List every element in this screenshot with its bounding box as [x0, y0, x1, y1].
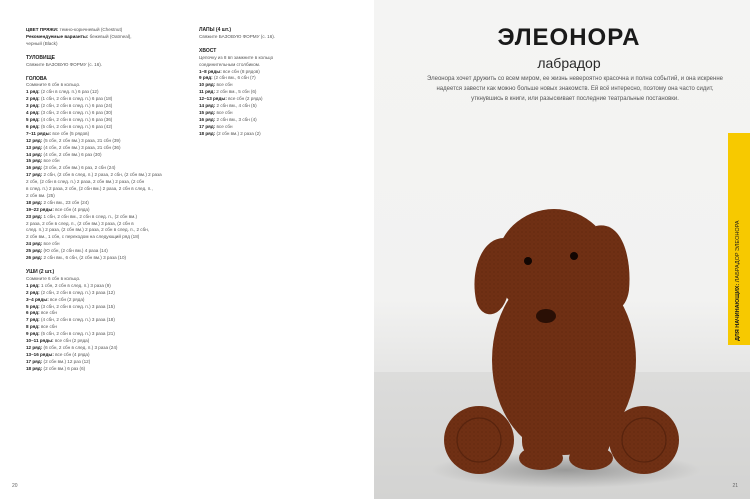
row-text: (4 сбн, 2 сбн в след. п.) 6 раз (36): [39, 116, 113, 122]
row-label: 1 ряд:: [26, 282, 40, 288]
row-text: (2 сбн вм.) 6 раз (6): [42, 365, 86, 371]
section-tab-text: ЛАБРАДОР ЭЛЕОНОРА: [735, 220, 741, 284]
row-text: темно-коричневый (Chestnut): [58, 27, 123, 32]
row-text: все сбн: [215, 123, 233, 129]
row-text: (2 сбн вм.) 2 раза (2): [215, 130, 261, 136]
row-text: (4 сбн, 2 сбн в след. п.) 3 раза (18): [39, 317, 115, 323]
pattern-row: [199, 124, 349, 131]
pattern-row: [26, 331, 192, 338]
dog-back-foot-right: [609, 406, 679, 474]
pattern-row: [26, 276, 192, 283]
pattern-row: [26, 283, 192, 290]
row-label: 6 ряд:: [26, 310, 40, 316]
row-label: 16 ряд:: [26, 165, 43, 171]
row-text: (4 сбн, 2 сбн вм.) 6 раз (30): [42, 151, 102, 157]
row-text: 2 сбн вм. (25): [26, 192, 55, 198]
row-label: 10 ряд:: [199, 82, 216, 88]
row-text: (3 сбн, 2 сбн вм.) 6 раз, 2 сбн (24): [42, 165, 116, 171]
row-label: ЦВЕТ ПРЯЖИ:: [26, 27, 59, 32]
pattern-row: [26, 352, 192, 359]
row-text: (4 сбн, 2 сбн вм.) 3 раза, 21 сбн (36): [42, 144, 121, 150]
pattern-row: [199, 96, 349, 103]
dog-front-leg-right: [572, 320, 610, 460]
pattern-column-right: [199, 27, 349, 138]
row-text: все сбн (2 ряда): [48, 296, 85, 302]
pattern-row: [26, 310, 192, 317]
row-label: 15 ряд:: [199, 109, 216, 115]
dog-front-leg-left: [522, 320, 560, 460]
row-label: 15 ряд:: [26, 158, 43, 164]
row-label: 1 ряд:: [26, 89, 40, 95]
pattern-row: [26, 103, 192, 110]
dog-nose: [536, 309, 556, 323]
row-text: все сбн (2 ряда): [226, 96, 263, 102]
pattern-row: [26, 82, 192, 89]
row-label: 13–16 ряды:: [26, 351, 54, 357]
pattern-row: [26, 359, 192, 366]
spacer: [26, 69, 192, 76]
pattern-row: [199, 103, 349, 110]
section-tab: [728, 133, 750, 345]
pattern-row: [26, 152, 192, 159]
row-text: 2 сбн вм., 1 сбн, с переходом на следующий ряд (18): [26, 234, 140, 240]
pattern-row: [26, 89, 192, 96]
pattern-row: [26, 248, 192, 255]
row-label: 10–11 ряды:: [26, 338, 54, 344]
row-text: след. п.) 2 раза, (2 сбн вм.) 2 раза, 2 сбн в след. п., 2 сбн,: [26, 227, 150, 233]
row-text: 2 сбн вм., 5 сбн (6): [215, 89, 257, 95]
pattern-row: [26, 241, 192, 248]
pattern-row: [26, 200, 192, 207]
row-label: 9 ряд:: [26, 331, 40, 337]
dog-muzzle: [521, 279, 577, 331]
section-heading: ХВОСТ: [199, 47, 217, 54]
row-text: (5 сбн, 2 сбн в след. п.) 6 раз (42): [39, 123, 113, 129]
pattern-row: [26, 255, 192, 262]
pattern-row: [26, 131, 192, 138]
pattern-row: [26, 165, 192, 172]
row-text: 2 сбн вм., 3 сбн (4): [215, 116, 257, 122]
row-label: 11 ряд:: [199, 89, 216, 95]
pattern-row: [26, 172, 192, 179]
pattern-row: [26, 290, 192, 297]
row-label: Рекомендуемые варианты:: [26, 33, 89, 39]
pattern-row: [199, 75, 349, 82]
row-label: 14 ряд:: [199, 103, 216, 109]
row-text: 2 сбн, (2 сбн в след. п.) 2 раза, 2 сбн, (2 сбн вм.) 2 раза: [42, 172, 162, 178]
pattern-row: [26, 117, 192, 124]
row-label: 2 ряд:: [26, 289, 40, 295]
row-text: 2 сбн вм., 4 сбн (5): [215, 103, 257, 109]
row-text: (3 сбн, 2 сбн в след. п.) 3 раза (15): [39, 303, 115, 309]
row-label: 3 ряд:: [26, 103, 40, 109]
pattern-row: [26, 304, 192, 311]
row-label: 7 ряд:: [26, 317, 40, 323]
pattern-row: [199, 34, 349, 41]
row-label: 19–22 ряды:: [26, 206, 54, 212]
pattern-row: [26, 34, 192, 41]
page-number-left: 20: [12, 483, 18, 489]
spacer: [199, 41, 349, 48]
row-text: (2 сбн, 2 сбн в след. п.) 3 раза (12): [39, 289, 115, 295]
row-label: 6 ряд:: [26, 123, 40, 129]
pattern-subtitle: лабрадор: [537, 55, 601, 71]
row-text: все сбн (4 ряда): [53, 206, 90, 212]
section-heading: УШИ (2 шт.): [26, 269, 55, 275]
row-label: 26 ряд:: [26, 255, 43, 261]
section-heading: ЛАПЫ (4 шт.): [199, 27, 231, 33]
pattern-row: [26, 138, 192, 145]
row-text: Сомкните 6 сбн в кольцо.: [26, 82, 81, 88]
row-label: 18 ряд:: [199, 130, 216, 136]
row-label: 13 ряд:: [26, 144, 43, 150]
row-text: (2 сбн в след. п.) 6 раз (12): [39, 89, 99, 95]
row-text: (3 сбн, 2 сбн в след. п.) 6 раз (30): [39, 110, 113, 116]
row-label: 2 ряд:: [26, 96, 40, 102]
row-label: 17 ряд:: [199, 123, 216, 129]
pattern-row: [26, 234, 192, 241]
right-page: [374, 0, 750, 499]
row-text: бежевый (Oatmeal),: [88, 33, 132, 39]
pattern-row: [26, 317, 192, 324]
row-text: все сбн (8 рядов): [221, 68, 260, 74]
pattern-row: [199, 62, 349, 69]
pattern-row: [26, 145, 192, 152]
row-text: Свяжите БАЗОВУЮ ФОРМУ (с. 16).: [199, 33, 276, 39]
row-label: 23 ряд:: [26, 213, 43, 219]
row-label: 12 ряд:: [26, 344, 43, 350]
row-text: Цепочку из 8 вп замкните в кольцо: [199, 54, 274, 60]
row-text: все сбн: [42, 158, 60, 164]
pattern-row: [199, 82, 349, 89]
page-number-right: 21: [732, 483, 738, 489]
pattern-row: [26, 193, 192, 200]
pattern-row: [26, 207, 192, 214]
row-label: 24 ряд:: [26, 241, 43, 247]
row-label: 3–4 ряды:: [26, 296, 49, 302]
pattern-row: [26, 124, 192, 131]
row-text: Сомкните 6 сбн в кольцо.: [26, 275, 81, 281]
row-text: (2 сбн, 2 сбн в след. п.) 6 раз (24): [39, 103, 113, 109]
dog-eye-right: [570, 252, 578, 260]
row-text: все сбн: [215, 109, 233, 115]
pattern-title: ЭЛЕОНОРА: [497, 24, 641, 51]
row-label: 16 ряд:: [199, 116, 216, 122]
dog-ear-left: [474, 238, 511, 314]
pattern-row: [26, 345, 192, 352]
spacer: [26, 48, 192, 55]
row-text: 2 сбн вм., 6 сбн, (2 сбн вм.) 3 раза (10): [42, 255, 127, 261]
row-label: 14 ряд:: [26, 151, 43, 157]
pattern-row: [26, 179, 192, 186]
row-label: 8 ряд:: [26, 324, 40, 330]
row-text: все сбн: [215, 82, 233, 88]
row-label: 17 ряд:: [26, 172, 43, 178]
pattern-column-left: [26, 27, 192, 373]
dog-back-foot-left: [444, 406, 514, 474]
row-text: в след. п.) 2 раза, 2 сбн, (2 сбн вм.) 2 раза, 2 сбн в след. п.,: [26, 186, 153, 192]
row-text: Свяжите БАЗОВУЮ ФОРМУ (с. 16).: [26, 61, 103, 67]
section-heading: ГОЛОВА: [26, 75, 47, 82]
pattern-row: [199, 69, 349, 76]
row-label: 5 ряд:: [26, 303, 40, 309]
row-text: черный (Black): [26, 40, 58, 46]
row-text: 1 сбн, 2 сбн вм., 2 сбн в след. п., (2 сбн вм.): [42, 213, 138, 219]
pattern-row: [199, 55, 349, 62]
dog-eye-left: [524, 257, 532, 265]
row-text: 2 сбн, (2 сбн в след. п.) 2 раза, 2 сбн вм.) 2 раза, (2 сбн: [26, 179, 145, 185]
section-tab-label: [735, 220, 741, 341]
pattern-row: [26, 324, 192, 331]
row-text: все сбн (5 рядов): [51, 130, 90, 136]
row-text: (5 сбн, 2 сбн вм.) 3 раза, 21 сбн (39): [42, 137, 121, 143]
row-text: все сбн: [39, 310, 57, 316]
row-label: 12–13 ряды:: [199, 96, 227, 102]
row-label: 4 ряд:: [26, 110, 40, 116]
row-label: 17 ряд:: [26, 358, 43, 364]
row-text: 2 сбн вм., 23 сбн (24): [42, 199, 89, 205]
row-text: (1 сбн, 2 сбн в след. п.) 6 раз (18): [39, 96, 113, 102]
pattern-row: [199, 89, 349, 96]
row-label: 1–8 ряды:: [199, 68, 222, 74]
row-text: (6 сбн, 2 сбн в след. п.) 3 раза (24): [42, 344, 118, 350]
pattern-row: [26, 62, 192, 69]
section-tab-bold: ДЛЯ НАЧИНАЮЩИХ:: [735, 283, 741, 341]
row-text: 1 сбн, 2 сбн в след. п.) 3 раза (9): [39, 282, 111, 288]
intro-text: Элеонора хочет дружить со всем миром, ее жизнь невероятно красочна и полна событий, и она искренне надеется завести как можно больше новых знакомств. Ей всё интересно, поэтому она часто сидит, уткнувшись в книги, или разыскивает последние театральные постановки.: [427, 76, 723, 102]
pattern-row: [26, 297, 192, 304]
row-label: 18 ряд:: [26, 199, 43, 205]
spacer: [26, 262, 192, 269]
row-text: (Ю сбн, (2 сбн вм.) 4 раза (14): [42, 248, 108, 254]
pattern-row: [26, 96, 192, 103]
pattern-row: [26, 110, 192, 117]
row-text: 2 раза, 2 сбн в след. п., (2 сбн вм.) 3 раза, (2 сбн в: [26, 220, 134, 226]
pattern-row: [26, 214, 192, 221]
pattern-row: [26, 221, 192, 228]
pattern-row: [199, 131, 349, 138]
row-text: все сбн (2 ряда): [53, 338, 90, 344]
pattern-row: [26, 158, 192, 165]
row-text: все сбн (4 ряда): [53, 351, 90, 357]
row-label: 7–11 ряды:: [26, 130, 52, 136]
left-page: [0, 0, 374, 499]
row-text: все сбн: [39, 324, 57, 330]
pattern-row: [199, 110, 349, 117]
pattern-row: [26, 366, 192, 373]
pattern-row: [26, 186, 192, 193]
pattern-row: [26, 27, 192, 34]
row-text: (2 сбн вм., 6 сбн (7): [212, 75, 256, 81]
section-heading: ТУЛОВИЩЕ: [26, 54, 56, 61]
pattern-row: [199, 117, 349, 124]
row-label: 25 ряд:: [26, 248, 43, 254]
row-label: 9 ряд:: [199, 75, 213, 81]
pattern-row: [26, 41, 192, 48]
pattern-row: [26, 338, 192, 345]
row-text: (5 сбн, 2 сбн в след. п.) 3 раза (21): [39, 331, 115, 337]
row-text: (2 сбн вм.) 12 раз (12): [42, 358, 91, 364]
row-label: 5 ряд:: [26, 116, 40, 122]
row-label: 12 ряд:: [26, 137, 43, 143]
row-text: соединительным столбиком.: [199, 61, 261, 67]
row-label: 18 ряд:: [26, 365, 43, 371]
row-text: все сбн: [42, 241, 60, 247]
